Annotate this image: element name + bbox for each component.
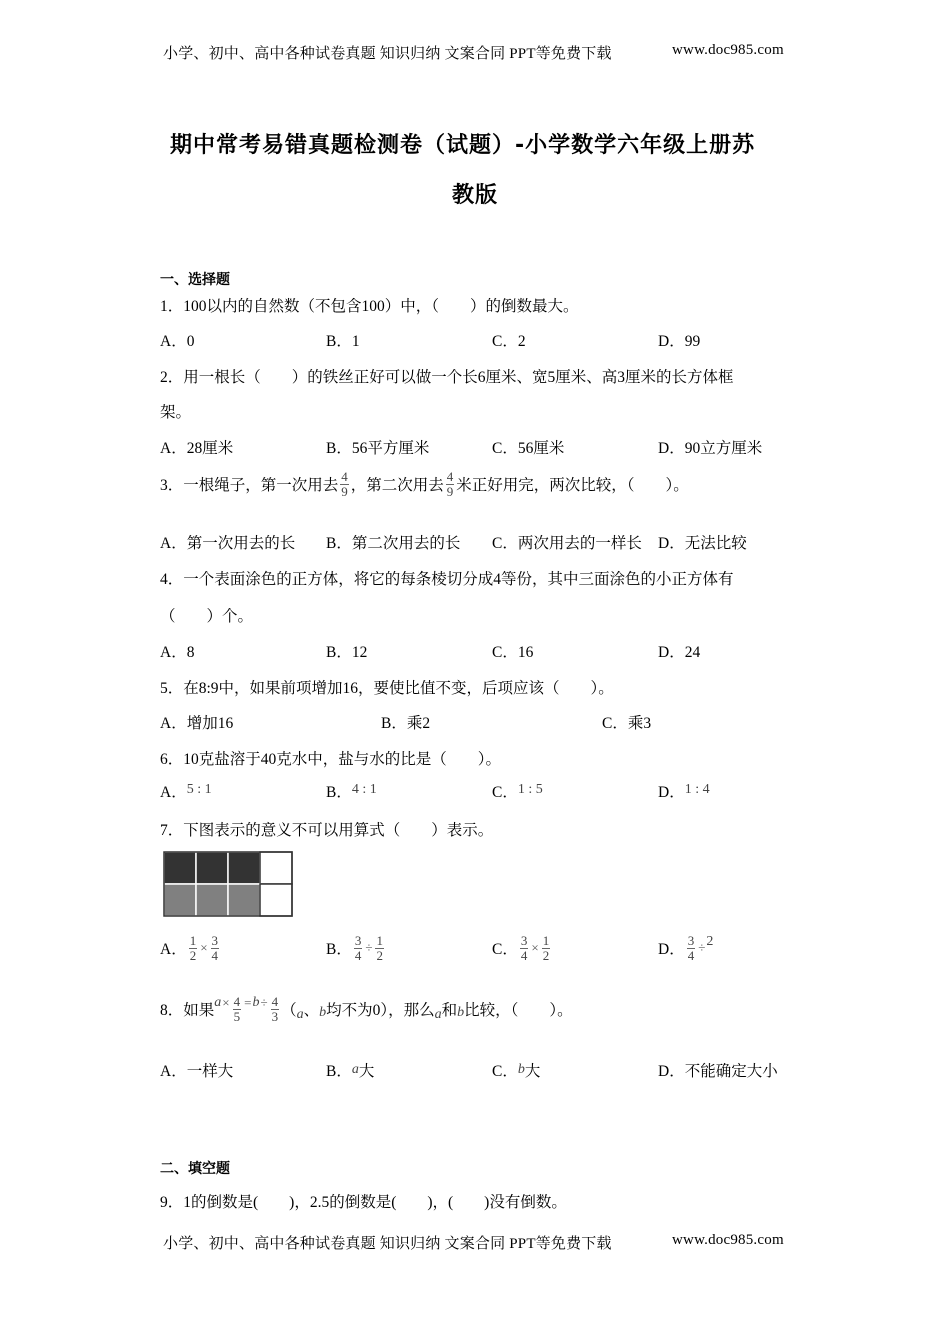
q3-option-a[interactable]: A．第一次用去的长 <box>160 535 296 552</box>
q7-option-b[interactable] <box>326 934 386 962</box>
option-label: A． <box>160 941 187 959</box>
grid-cell-dark <box>228 852 260 884</box>
q8-text-part4: 均不为0），那么 <box>326 1002 435 1020</box>
fraction-denominator: 2 <box>542 947 550 963</box>
question-8-text <box>160 995 573 1023</box>
option-label: B． <box>326 941 352 959</box>
option-label: D． <box>658 941 685 959</box>
q3-option-b[interactable]: B．第二次用去的长 <box>326 535 461 552</box>
question-6-text: 6．10克盐溶于40克水中，盐与水的比是（ ）。 <box>160 751 502 768</box>
q8-option-d[interactable]: D．不能确定大小 <box>658 1063 778 1080</box>
ratio-value: 1 : 5 <box>517 782 543 797</box>
ratio-value: 5 : 1 <box>186 782 212 797</box>
fraction-denominator: 4 <box>211 947 219 963</box>
fraction-numerator: 4 <box>271 994 279 1009</box>
fraction-denominator: 5 <box>233 1008 241 1024</box>
q7-option-a[interactable] <box>160 934 221 962</box>
grid-cell-gray <box>164 884 196 916</box>
q8-text-part6: 比较，（ ）。 <box>464 1002 573 1020</box>
question-4-text: 4．一个表面涂色的正方体，将它的每条棱切分成4等份，其中三面涂色的小正方体有 <box>160 571 734 588</box>
fraction <box>520 934 529 962</box>
q6-option-d[interactable] <box>658 780 710 802</box>
fraction-denominator: 4 <box>354 947 362 963</box>
fraction <box>542 934 551 962</box>
fraction-denominator: 9 <box>446 483 454 499</box>
fraction-denominator: 2 <box>376 947 383 963</box>
fraction-numerator: 1 <box>542 933 550 948</box>
fraction-numerator: 4 <box>233 994 241 1009</box>
q1-option-c[interactable]: C．2 <box>492 333 526 350</box>
q7-option-c[interactable] <box>492 934 552 962</box>
question-2-text: 2．用一根长（ ）的铁丝正好可以做一个长6厘米、宽5厘米、高3厘米的长方体框 <box>160 369 734 386</box>
q6-option-a[interactable] <box>160 780 212 802</box>
grid-cell-gray <box>196 884 228 916</box>
grid-cell-dark <box>196 852 228 884</box>
fraction <box>687 934 696 962</box>
option-label: C． <box>492 1063 518 1080</box>
q3-text-part3: 米正好用完，两次比较，（ ）。 <box>456 477 689 495</box>
q2-option-b[interactable]: B．56平方厘米 <box>326 440 430 457</box>
q5-option-b[interactable]: B．乘2 <box>381 715 431 732</box>
variable-b: b <box>252 995 260 1011</box>
q8-text-part5: 和 <box>441 1002 458 1020</box>
q6-option-b[interactable] <box>326 780 377 802</box>
times-symbol: × <box>222 995 230 1011</box>
page-title-line1: 期中常考易错真题检测卷（试题）-小学数学六年级上册苏 <box>170 133 756 158</box>
option-label: D． <box>658 784 685 801</box>
q1-option-a[interactable]: A．0 <box>160 333 195 350</box>
q3-fraction-2 <box>446 470 455 498</box>
footer-left-text: 小学、初中、高中各种试卷真题 知识归纳 文案合同 PPT等免费下载 <box>163 1236 612 1252</box>
operator-symbol: × <box>531 940 539 956</box>
q8-text-part1: 8．如果 <box>160 1002 215 1020</box>
operator-symbol: ÷ <box>365 940 373 956</box>
fraction <box>211 934 220 962</box>
fraction-numerator: 4 <box>446 469 454 484</box>
fraction <box>189 934 198 962</box>
fraction-numerator: 1 <box>189 933 197 948</box>
q3-option-d[interactable]: D．无法比较 <box>658 535 747 552</box>
footer-url: www.doc985.com <box>672 1232 784 1248</box>
fraction-numerator: 4 <box>341 469 348 484</box>
q4-option-a[interactable]: A．8 <box>160 644 195 661</box>
variable-b: b <box>457 1005 465 1021</box>
variable-a: a <box>351 1062 359 1077</box>
ratio-value: 1 : 4 <box>684 782 710 797</box>
q1-option-d[interactable]: D．99 <box>658 333 701 350</box>
question-7-text: 7．下图表示的意义不可以用算式（ ）表示。 <box>160 822 494 839</box>
question-4-text-cont: （ ）个。 <box>160 608 254 625</box>
q4-option-b[interactable]: B．12 <box>326 644 368 661</box>
fraction <box>271 995 280 1023</box>
q5-option-c[interactable]: C．乘3 <box>602 715 652 732</box>
operator-symbol: ÷ <box>698 940 706 956</box>
q1-option-b[interactable]: B．1 <box>326 333 360 350</box>
grid-cell-gray <box>228 884 260 916</box>
q8-option-c[interactable] <box>492 1059 540 1081</box>
section-heading-choice: 一、选择题 <box>160 272 230 288</box>
q8-text-part2: （ <box>281 1002 297 1020</box>
q7-option-d[interactable] <box>658 934 713 962</box>
q3-text-part2: ，第二次用去 <box>350 477 444 495</box>
fraction-denominator: 2 <box>189 947 197 963</box>
option-label: B． <box>326 784 352 801</box>
question-3-text <box>160 470 689 498</box>
q8-option-b[interactable] <box>326 1059 374 1081</box>
variable-b: b <box>517 1062 525 1077</box>
fraction-denominator: 4 <box>520 947 528 963</box>
q3-text-part1: 3．一根绳子，第一次用去 <box>160 477 339 495</box>
question-1-text: 1．100以内的自然数（不包含100）中，（ ）的倒数最大。 <box>160 298 579 315</box>
variable-a: a <box>296 1007 304 1023</box>
q8-option-a[interactable]: A．一样大 <box>160 1063 234 1080</box>
fraction-denominator: 4 <box>687 947 695 963</box>
q2-option-a[interactable]: A．28厘米 <box>160 440 234 457</box>
divisor-value: 2 <box>706 934 714 950</box>
q3-option-c[interactable]: C．两次用去的一样长 <box>492 535 642 552</box>
question-9-text: 9．1的倒数是( )，2.5的倒数是( )，( )没有倒数。 <box>160 1194 567 1211</box>
fraction-denominator: 9 <box>341 483 348 499</box>
q4-option-d[interactable]: D．24 <box>658 644 701 661</box>
fraction <box>375 934 384 962</box>
option-label: B． <box>326 1063 352 1080</box>
q5-option-a[interactable]: A．增加16 <box>160 715 234 732</box>
option-label: C． <box>492 784 518 801</box>
fraction-numerator: 3 <box>354 933 362 948</box>
option-tail: 大 <box>524 1063 541 1080</box>
grid-cell-dark <box>164 852 196 884</box>
operator-symbol: × <box>200 940 208 956</box>
fraction-numerator: 3 <box>211 933 219 948</box>
fraction-denominator: 3 <box>271 1008 279 1024</box>
variable-b: b <box>319 1005 327 1021</box>
fraction-numerator: 3 <box>687 933 695 948</box>
grid-cell-blank <box>260 884 292 916</box>
q2-option-c[interactable]: C．56厘米 <box>492 440 565 457</box>
question-5-text: 5．在8:9中，如果前项增加16，要使比值不变，后项应该（ ）。 <box>160 680 614 697</box>
fraction-grid-figure <box>163 851 295 919</box>
option-tail: 大 <box>358 1063 375 1080</box>
variable-a: a <box>434 1007 442 1023</box>
section-heading-fill-in: 二、填空题 <box>160 1161 230 1177</box>
q3-fraction-1 <box>340 470 349 498</box>
header-left-text: 小学、初中、高中各种试卷真题 知识归纳 文案合同 PPT等免费下载 <box>163 46 612 62</box>
q4-option-c[interactable]: C．16 <box>492 644 534 661</box>
q6-option-c[interactable] <box>492 780 543 802</box>
question-2-text-cont: 架。 <box>160 404 192 421</box>
header-url: www.doc985.com <box>672 42 784 58</box>
fraction-numerator: 1 <box>376 933 383 948</box>
fraction <box>354 934 363 962</box>
option-label: A． <box>160 784 187 801</box>
q8-text-part3: 、 <box>303 1002 320 1020</box>
divide-symbol: ÷ <box>260 995 268 1011</box>
option-label: C． <box>492 941 518 959</box>
equals-symbol: = <box>244 995 252 1011</box>
page-title-line2: 教版 <box>452 183 499 208</box>
q2-option-d[interactable]: D．90立方厘米 <box>658 440 763 457</box>
ratio-value: 4 : 1 <box>351 782 377 797</box>
fraction-numerator: 3 <box>520 933 528 948</box>
variable-a: a <box>214 995 222 1011</box>
fraction <box>233 995 242 1023</box>
grid-cell-blank <box>260 852 292 884</box>
